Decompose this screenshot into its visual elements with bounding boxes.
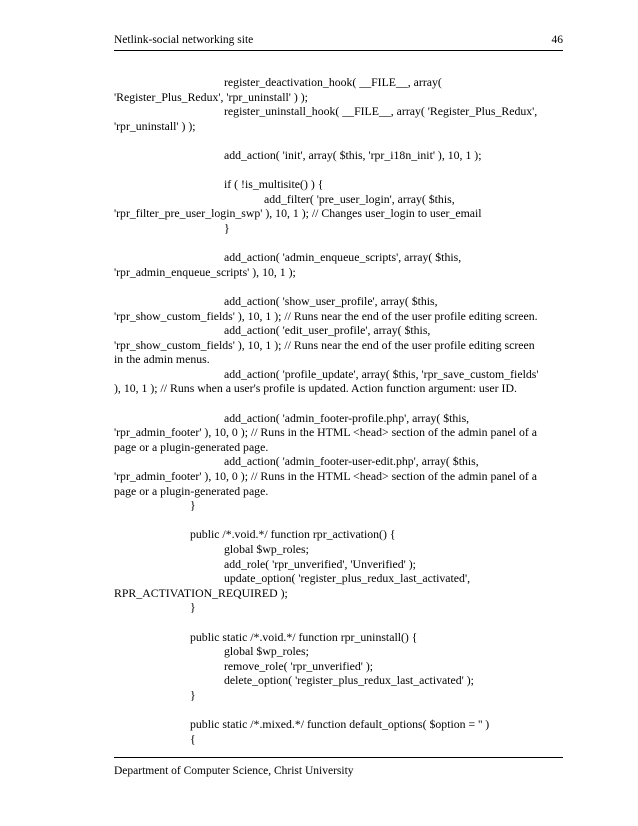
code-line: global $wp_roles; bbox=[224, 542, 309, 556]
code-line: public static /*.mixed.*/ function default_options( $option = '' ) bbox=[190, 717, 490, 732]
code-line: 'rpr_admin_enqueue_scripts' ), 10, 1 ); bbox=[114, 264, 296, 279]
header-title: Netlink-social networking site bbox=[114, 34, 254, 46]
code-line: add_action( 'show_user_profile', array( $this, bbox=[224, 293, 438, 308]
code-line: 'rpr_uninstall' ) ); bbox=[114, 118, 196, 133]
code-line: 'rpr_filter_pre_user_login_swp' ), 10, 1 ); // Changes user_login to user_email bbox=[114, 206, 482, 221]
code-line: } bbox=[190, 600, 196, 615]
code-line: add_action( 'edit_user_profile', array( $this, bbox=[224, 323, 431, 338]
code-line: register_deactivation_hook( __FILE__, array( bbox=[224, 75, 442, 89]
blank-line bbox=[114, 133, 566, 148]
blank-line bbox=[114, 513, 566, 528]
code-line: public static /*.void.*/ function rpr_uninstall() { bbox=[190, 629, 418, 644]
code-block bbox=[114, 75, 566, 746]
page-header bbox=[114, 33, 563, 49]
code-line: page or a plugin-generated page. bbox=[114, 483, 269, 498]
code-line: page or a plugin-generated page. bbox=[114, 439, 269, 454]
blank-line bbox=[114, 279, 566, 294]
code-line: RPR_ACTIVATION_REQUIRED ); bbox=[114, 585, 288, 600]
page-footer: Department of Computer Science, Christ University bbox=[114, 765, 354, 777]
blank-line bbox=[114, 615, 566, 630]
code-line: in the admin menus. bbox=[114, 352, 210, 367]
code-line: add_action( 'admin_enqueue_scripts', array( $this, bbox=[224, 250, 462, 265]
code-line: 'rpr_show_custom_fields' ), 10, 1 ); // Runs near the end of the user profile editing screen. bbox=[114, 308, 538, 323]
code-line: 'Register_Plus_Redux', 'rpr_uninstall' ) ); bbox=[114, 89, 308, 104]
code-line: if ( !is_multisite() ) { bbox=[224, 177, 324, 192]
code-line: add_filter( 'pre_user_login', array( $this, bbox=[264, 191, 455, 206]
code-line: ), 10, 1 ); // Runs when a user's profile is updated. Action function argument: user ID. bbox=[114, 381, 517, 396]
header-divider bbox=[114, 50, 563, 51]
code-line: add_role( 'rpr_unverified', 'Unverified' ); bbox=[224, 556, 416, 571]
code-line: { bbox=[190, 731, 196, 746]
code-line: } bbox=[190, 687, 196, 702]
blank-line bbox=[114, 163, 566, 178]
blank-line bbox=[114, 236, 566, 251]
code-line: delete_option( 'register_plus_redux_last_activated' ); bbox=[224, 673, 474, 688]
code-line: } bbox=[190, 498, 196, 513]
blank-line bbox=[114, 396, 566, 411]
code-line: global $wp_roles; bbox=[224, 644, 309, 659]
blank-line bbox=[114, 703, 566, 718]
code-line: } bbox=[224, 220, 230, 235]
code-line: remove_role( 'rpr_unverified' ); bbox=[224, 658, 374, 673]
code-line: add_action( 'profile_update', array( $this, 'rpr_save_custom_fields' bbox=[224, 366, 539, 381]
footer-divider bbox=[114, 757, 563, 758]
code-line: public /*.void.*/ function rpr_activation() { bbox=[190, 527, 396, 542]
code-line: 'rpr_show_custom_fields' ), 10, 1 ); // Runs near the end of the user profile editing screen bbox=[114, 337, 535, 352]
code-line: 'rpr_admin_footer' ), 10, 0 ); // Runs in the HTML <head> section of the admin panel of a bbox=[114, 469, 538, 484]
code-line: add_action( 'init', array( $this, 'rpr_i18n_init' ), 10, 1 ); bbox=[224, 147, 482, 162]
page-number: 46 bbox=[551, 34, 563, 46]
code-line: register_uninstall_hook( __FILE__, array( 'Register_Plus_Redux', bbox=[224, 104, 538, 119]
code-line: update_option( 'register_plus_redux_last_activated', bbox=[224, 571, 471, 586]
code-line: add_action( 'admin_footer-profile.php', array( $this, bbox=[224, 410, 470, 425]
code-line: add_action( 'admin_footer-user-edit.php', array( $this, bbox=[224, 454, 479, 469]
code-line: 'rpr_admin_footer' ), 10, 0 ); // Runs in the HTML <head> section of the admin panel of a bbox=[114, 425, 538, 440]
